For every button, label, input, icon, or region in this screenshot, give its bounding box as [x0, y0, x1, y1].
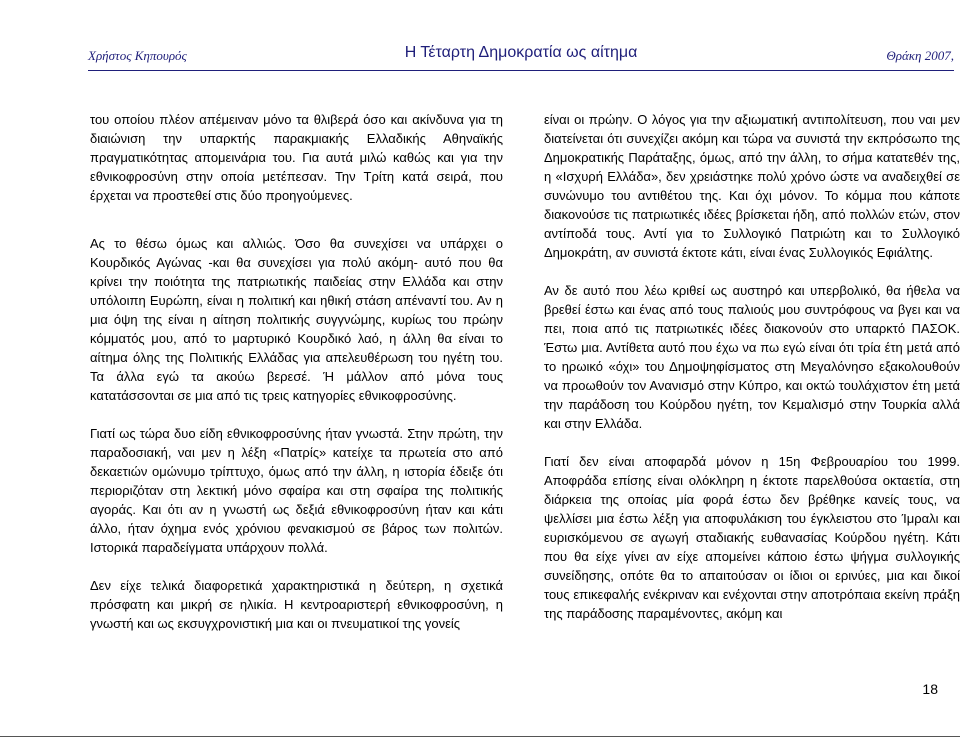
paragraph: Γιατί δεν είναι αποφαρδά μόνον η 15η Φεβρουαρίου του 1999. Αποφράδα επίσης είναι ολόκληρη η έκτοτε παρελθούσα οκταετία, στη διάρκεια της οποίας μία φορά έστω δεν βρέθηκε κανείς τους, να ψελλίσει μια έστω λέξη για αποφυλάκιση του έγκλειστου στο Ίμραλι και ευρισκόμενου σε αγωγή σταδιακής ευθανασίας Κούρδου ηγέτη. Κάτι που θα είχε γίνει αν είχε απομείνει κάποιο έστω ψήγμα συλλογικής συνείδησης, οπότε θα το απαιτούσαν οι ίδιοι οι ερινύες, μια και δικοί τους επικεφαλής ενέκριναν και ενέχονται στην αποτρόπαια εκείνη πράξη της παράδοσης παραμένοντες, ακόμη και	[544, 454, 960, 621]
right-column	[544, 110, 960, 642]
header-title: Η Τέταρτη Δημοκρατία ως αίτημα	[404, 44, 638, 61]
header-author: Χρήστος Κηπουρός	[88, 48, 187, 63]
paragraph: Αν δε αυτό που λέω κριθεί ως αυστηρό και υπερβολικό, θα ήθελα να βρεθεί έστω και ένας από τους παλιούς μου συντρόφους να βγει και να πει, ποια από τις πατριωτικές ιδέες διακονούν στο υπαρκτό ΠΑΣΟΚ. Έστω μια. Αντίθετα αυτό που έχω να πω εγώ είναι ότι τρία έτη μετά από το ηρωικό «όχι» του Δημοψηφίσματος στη Μεγαλόνησο εξακολουθούν να προωθούν τον Ανανισμό στην Κύπρο, και οκτώ τουλάχιστον έτη μετά την παράδοση του Κούρδου ηγέτη, τον Κεμαλισμό στην Τουρκία αλλά και στην Ελλάδα.	[544, 283, 960, 431]
paragraph: Ας το θέσω όμως και αλλιώς. Όσο θα συνεχίσει να υπάρχει ο Κουρδικός Αγώνας -και θα συνεχίσει για πολύ ακόμη- αυτό που θα κρίνει την ποιότητα της πατριωτικής παιδείας στην Ελλάδα και στην υπόλοιπη Ευρώπη, είναι η πολιτική και ηθική στάση απέναντί του. Αν η μια όψη της είναι η αίτηση πολιτικής συγγνώμης, κυρίως του πρώην κόμματός μου, από το μαρτυρικό Κουρδικό λαό, η άλλη θα είναι το αίτημα όλης της Πολιτικής Ελλάδας για απελευθέρωση του ηγέτη του. Τα άλλα εγώ τα ακούω βερεσέ. Ή μάλλον από μόνα τους κατατάσσονται σε μια από τις τρεις κατηγορίες εθνικοφροσύνης.	[90, 236, 503, 403]
paragraph: Γιατί ως τώρα δυο είδη εθνικοφροσύνης ήταν γνωστά. Στην πρώτη, την παραδοσιακή, ναι μεν η λέξη «Πατρίς» κατείχε τα πρωτεία στο από δεκαετιών ομώνυμο τρίπτυχο, όμως από την άλλη, η ιστορία έδειξε ότι περιοριζόταν στη λεκτική μόνο σφαίρα και στη σφαίρα της πολιτικής αγοράς. Και ότι αν η γνωστή ως δεξιά εθνικοφροσύνη ήταν και κάτι άλλο, ήταν όχημα ενός χρόνιου φενακισμού σε βάρος των πολιτών. Ιστορικά παραδείγματα υπάρχουν πολλά.	[90, 426, 503, 555]
paragraph: Δεν είχε τελικά διαφορετικά χαρακτηριστικά η δεύτερη, η σχετικά πρόσφατη και μικρή σε ηλικία. Η κεντροαριστερή εθνικοφροσύνη, η γνωστή και ως εκσυγχρονιστική μια και οι πνευματικοί της γονείς	[90, 578, 503, 631]
page-number: 18	[922, 681, 938, 697]
bottom-rule	[0, 736, 960, 737]
page-header	[88, 44, 954, 66]
header-rule	[88, 70, 954, 71]
paragraph: του οποίου πλέον απέμειναν μόνο τα θλιβερά όσο και ακίνδυνα για τη διαιώνιση την υπαρκτής παρακμιακής Ελλαδικής Αθηναϊκής πραγματικότητας απομεινάρια του. Για αυτά μιλώ καθώς και για την εθνικοφροσύνη στην οποία μετέπεσαν. Την Τρίτη κατά σειρά, που έρχεται να προστεθεί στις δύο προηγούμενες.	[90, 112, 503, 203]
paragraph: είναι οι πρώην. Ο λόγος για την αξιωματική αντιπολίτευση, που ναι μεν διατείνεται ότι συνεχίζει ακόμη και τώρα να συνιστά την εκπρόσωπο της Δημοκρατικής Παράταξης, όμως, από την άλλη, το σήμα κατατεθέν της, η «Ισχυρή Ελλάδα», δεν χρειάστηκε πολύ χρόνο ώστε να αναδειχθεί σε συνώνυμο του αντιθέτου της. Και όχι μόνον. Το κόμμα που κάποτε διακονούσε τις πατριωτικές ιδέες βρίσκεται ήδη, από πολλών ετών, στον αντίποδά τους. Αντί για το Συλλογικό Πατριώτη και το Συλλογικό Δημοκράτη, αν συνιστά έκτοτε κάτι, είναι ένας Συλλογικός Εφιάλτης.	[544, 112, 960, 260]
left-column	[90, 110, 503, 652]
header-place-date: Θράκη 2007,	[886, 48, 954, 63]
